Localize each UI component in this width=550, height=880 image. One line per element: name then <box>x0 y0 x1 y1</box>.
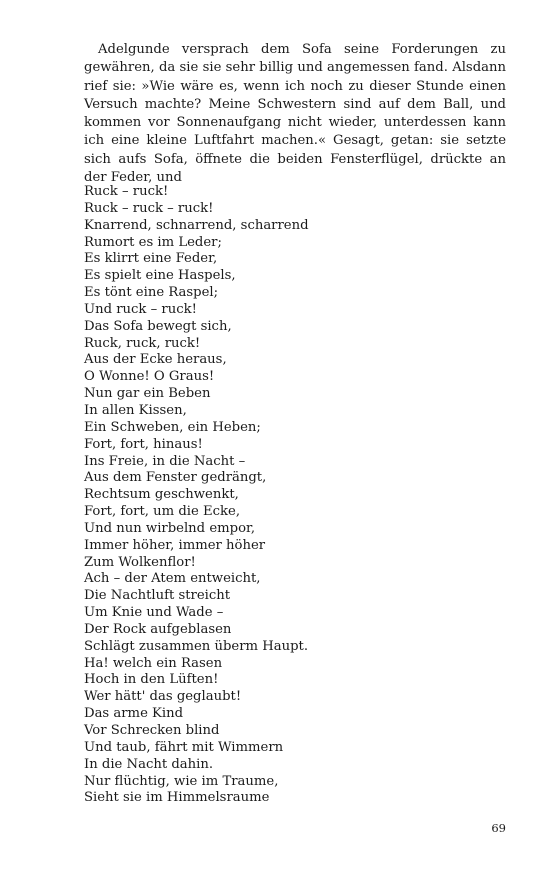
verse-line: Die Nachtluft streicht <box>84 588 231 604</box>
verse-line: Ach – der Atem entweicht, <box>84 571 261 587</box>
poem-stanza <box>84 184 514 807</box>
prose-paragraph: Adelgunde versprach dem Sofa seine Forderungen zu gewähren, da sie sie sehr billig und angemessen fand. Alsdann rief sie: »Wie wäre es, wenn ich noch zu dieser Stunde einen Versuch machte? Meine Schwestern sind auf dem Ball, und kommen vor Sonnenaufgang nicht wieder, unterdessen kann ich eine kleine Luftfahrt machen.« Gesagt, getan: sie setzte sich aufs Sofa, öffnete die beiden Fensterflügel, drückte an der Feder, und <box>84 42 506 186</box>
verse-line: Es spielt eine Haspels, <box>84 268 236 284</box>
verse-line: Sieht sie im Himmelsraume <box>84 790 270 806</box>
verse-line: Rumort es im Leder; <box>84 234 222 250</box>
verse-line: Knarrend, schnarrend, scharrend <box>84 217 309 233</box>
verse-line: Vor Schrecken blind <box>84 723 220 738</box>
verse-line: Es tönt eine Raspel; <box>84 285 219 301</box>
verse-line: Rechtsum geschwenkt, <box>84 487 239 503</box>
verse-line: Aus dem Fenster gedrängt, <box>84 470 267 486</box>
verse-line: Es klirrt eine Feder, <box>84 251 218 267</box>
verse-line: Hoch in den Lüften! <box>84 672 219 688</box>
verse-line: Schlägt zusammen überm Haupt. <box>84 638 309 654</box>
verse-line: Wer hätt' das geglaubt! <box>84 689 242 705</box>
verse-line: Ins Freie, in die Nacht – <box>84 453 246 469</box>
verse-line: Nun gar ein Beben <box>84 386 211 402</box>
verse-line: Ruck, ruck, ruck! <box>84 335 201 351</box>
verse-line: Das arme Kind <box>84 706 184 722</box>
verse-line: Immer höher, immer höher <box>84 537 266 553</box>
verse-line: Um Knie und Wade – <box>84 605 224 621</box>
verse-line: Zum Wolkenflor! <box>84 554 196 570</box>
verse-line: In allen Kissen, <box>84 402 187 418</box>
verse-line: Aus der Ecke heraus, <box>84 352 227 368</box>
verse-line: Der Rock aufgeblasen <box>84 621 232 637</box>
verse-line: Ruck – ruck – ruck! <box>84 200 214 216</box>
verse-line: Das Sofa bewegt sich, <box>84 318 232 334</box>
verse-line: Und nun wirbelnd empor, <box>84 520 256 536</box>
verse-line: Ha! welch ein Rasen <box>84 655 223 671</box>
verse-line: Und ruck – ruck! <box>84 301 197 317</box>
verse-line: Ein Schweben, ein Heben; <box>84 419 261 435</box>
verse-line: Nur flüchtig, wie im Traume, <box>84 773 279 789</box>
verse-line: Fort, fort, um die Ecke, <box>84 504 241 520</box>
page-number: 69 <box>491 821 506 835</box>
verse-line: In die Nacht dahin. <box>84 756 214 772</box>
verse-line: Ruck – ruck! <box>84 184 169 199</box>
verse-line: Und taub, fährt mit Wimmern <box>84 739 284 755</box>
verse-line: O Wonne! O Graus! <box>84 369 215 385</box>
verse-line: Fort, fort, hinaus! <box>84 436 203 452</box>
